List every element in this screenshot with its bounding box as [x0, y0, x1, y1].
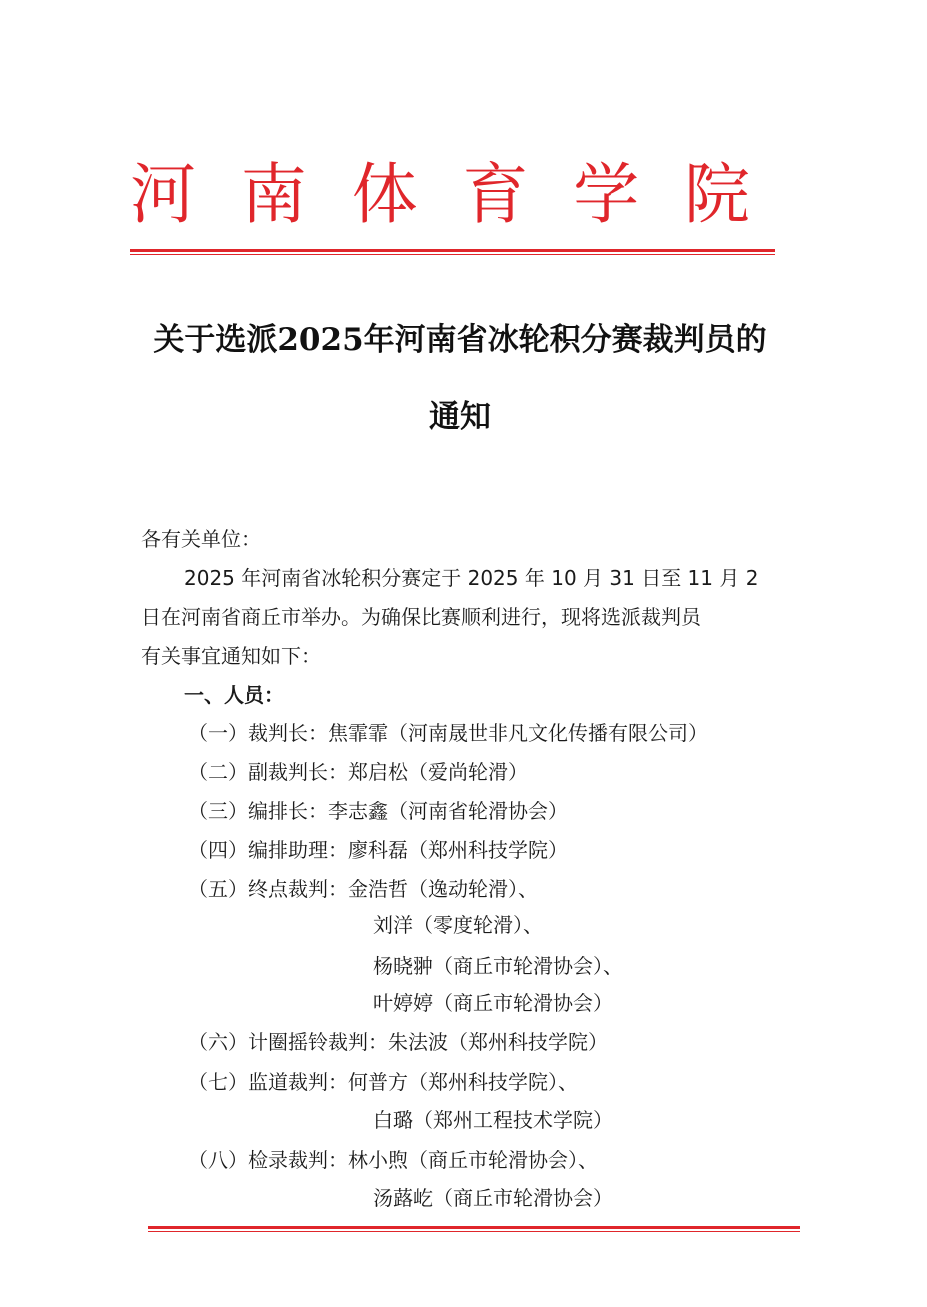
document-title-line-2: 通知 — [429, 399, 491, 435]
paragraph-line: 2025 年河南省冰轮积分赛定于 2025 年 10 月 31 日至 11 月 2 — [184, 566, 759, 590]
header-char: 南 — [240, 156, 307, 233]
personnel-line: （七）监道裁判：何普方（郑州科技学院）、 — [188, 1070, 578, 1094]
header-char: 学 — [573, 156, 640, 233]
personnel-line: （六）计圈摇铃裁判：朱法波（郑州科技学院） — [188, 1030, 608, 1054]
paragraph-line: 日在河南省商丘市举办。为确保比赛顺利进行，现将选派裁判员 — [141, 605, 701, 629]
paragraph-line: 有关事宜通知如下： — [141, 644, 321, 668]
section-heading: 一、人员： — [184, 683, 284, 707]
header-divider — [130, 249, 775, 252]
personnel-line-continued: 刘洋（零度轮滑）、 — [373, 913, 543, 937]
personnel-line: （三）编排长：李志鑫（河南省轮滑协会） — [188, 799, 568, 823]
header-char: 院 — [683, 156, 750, 233]
personnel-line-continued: 叶婷婷（商丘市轮滑协会） — [373, 991, 613, 1015]
personnel-line: （四）编排助理：廖科磊（郑州科技学院） — [188, 838, 568, 862]
personnel-line: （二）副裁判长：郑启松（爱尚轮滑） — [188, 760, 528, 784]
header-org-name — [130, 150, 750, 240]
personnel-line: （八）检录裁判：林小煦（商丘市轮滑协会）、 — [188, 1148, 598, 1172]
header-char: 体 — [351, 156, 418, 233]
document-title-line-1: 关于选派2025年河南省冰轮积分赛裁判员的 — [153, 322, 767, 358]
header-char: 育 — [462, 156, 529, 233]
personnel-line-continued: 白璐（郑州工程技术学院） — [373, 1108, 613, 1132]
personnel-line-continued: 汤蕗屹（商丘市轮滑协会） — [373, 1186, 613, 1210]
salutation: 各有关单位： — [141, 527, 261, 551]
personnel-line: （五）终点裁判：金浩哲（逸动轮滑）、 — [188, 877, 538, 901]
footer-divider — [148, 1226, 800, 1229]
personnel-line-continued: 杨晓翀（商丘市轮滑协会）、 — [373, 954, 623, 978]
header-char: 河 — [130, 156, 196, 233]
personnel-line: （一）裁判长：焦霏霏（河南晟世非凡文化传播有限公司） — [188, 721, 708, 745]
